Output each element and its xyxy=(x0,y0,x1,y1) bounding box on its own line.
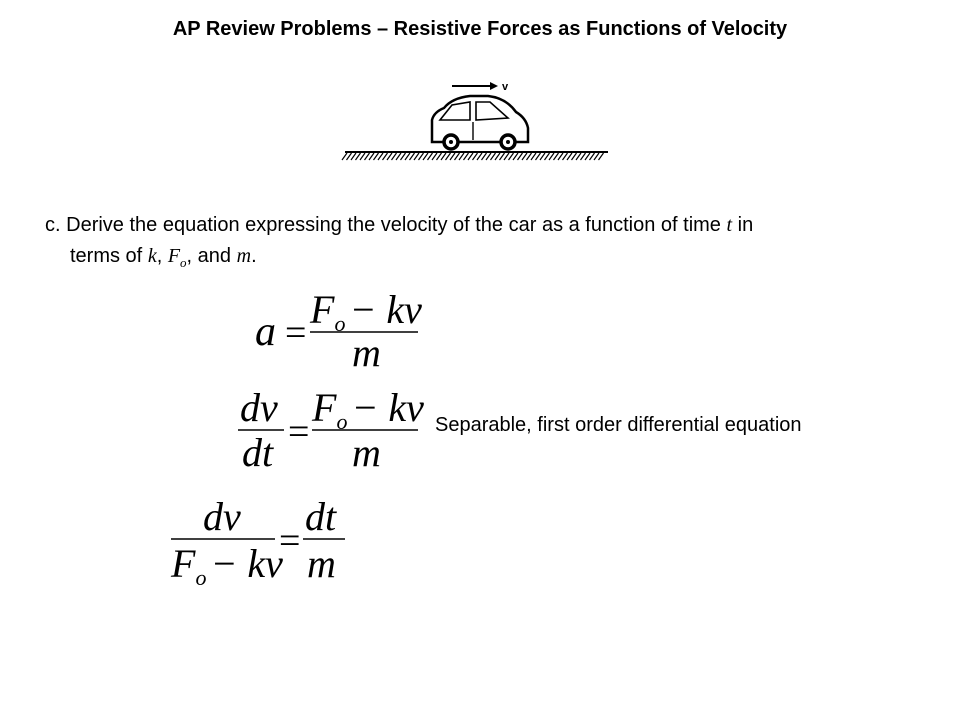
var-t: t xyxy=(726,214,733,236)
page-title: AP Review Problems – Resistive Forces as Functions of Velocity xyxy=(172,18,788,40)
var-m: m xyxy=(236,245,252,267)
eq1-num: $F_o$ − kv xyxy=(310,290,422,336)
var-F: $F_o$ xyxy=(167,245,187,270)
eq1-equals: = xyxy=(285,312,307,354)
and-word: and xyxy=(197,245,232,267)
equation-2 xyxy=(232,388,432,473)
problem-text: c. Derive the equation expressing the velocity of the car as a function of time t in terms of k, $F_o$, and m. xyxy=(45,214,754,270)
wheel-icon xyxy=(444,135,458,149)
eq3-rhs-den: m xyxy=(307,541,336,586)
equation-3 xyxy=(165,497,365,587)
eq2-lhs-den: dt xyxy=(242,430,274,473)
equation-1 xyxy=(250,290,430,370)
eq2-den: m xyxy=(352,430,381,473)
eq3-equals: = xyxy=(279,520,301,562)
eq3-lhs-num: dv xyxy=(203,497,241,539)
eq1-den: m xyxy=(352,330,381,370)
equation-note: Separable, first order differential equation xyxy=(435,414,802,436)
car-figure xyxy=(340,78,620,168)
wheel-icon xyxy=(501,135,515,149)
ground-hatch xyxy=(342,152,608,160)
in-word: in xyxy=(737,214,754,236)
eq2-num: $F_o$ − kv xyxy=(312,388,424,434)
velocity-label: v xyxy=(502,81,509,93)
eq1-lhs: a xyxy=(255,309,276,355)
eq2-lhs-num: dv xyxy=(240,388,278,430)
terms-of: terms of xyxy=(70,245,143,267)
var-k: k xyxy=(147,245,157,267)
eq3-lhs-den: $F_o$ − kv xyxy=(171,541,283,587)
problem-label: c. xyxy=(45,214,61,236)
eq3-rhs-num: dt xyxy=(305,497,337,539)
eq2-equals: = xyxy=(288,411,310,453)
problem-line1: Derive the equation expressing the velocity of the car as a function of time xyxy=(66,214,721,236)
velocity-arrow xyxy=(452,82,498,90)
